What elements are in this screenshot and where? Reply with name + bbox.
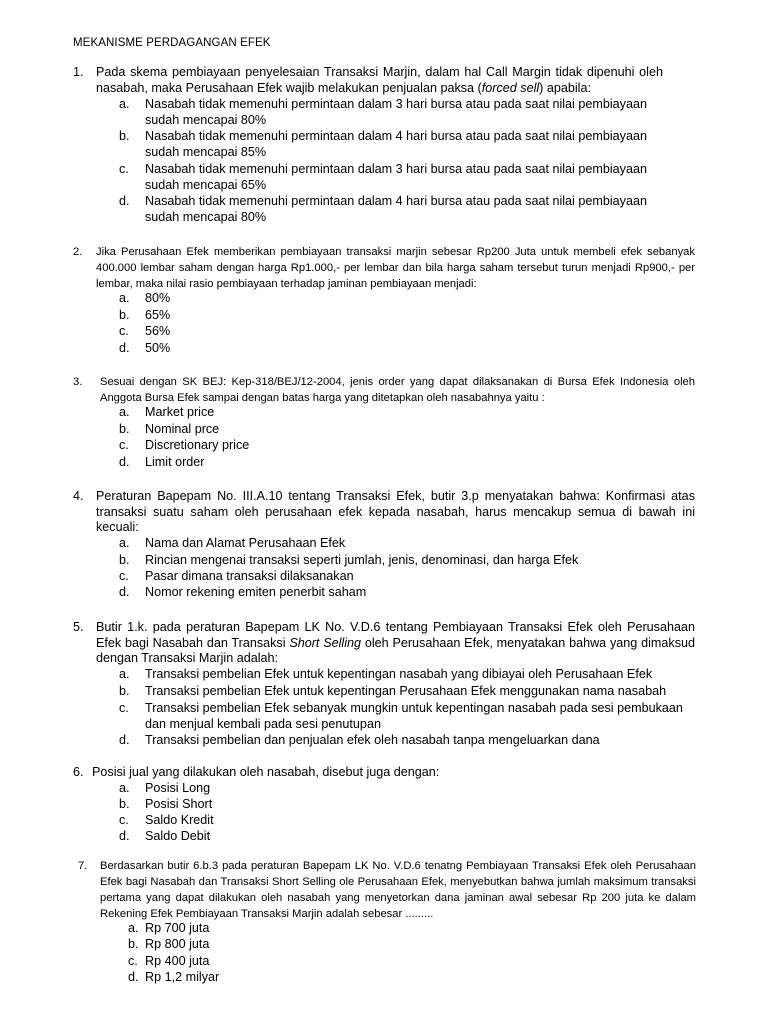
option-text: Discretionary price — [145, 438, 250, 452]
option-label: c. — [119, 701, 129, 715]
option-label: d. — [128, 970, 139, 984]
option-text: Transaksi pembelian Efek untuk kepentingan Perusahaan Efek menggunakan nama nasabah — [145, 684, 667, 698]
option-text: Nomor rekening emiten penerbit saham — [145, 585, 367, 599]
option-text: Nasabah tidak memenuhi permintaan dalam 3 hari bursa atau pada saat nilai pembiayaan sudah mencapai 65% — [145, 162, 647, 192]
question-text: Posisi jual yang dilakukan oleh nasabah, disebut juga dengan: — [92, 765, 440, 779]
option-label: b. — [119, 553, 130, 567]
option-label: c. — [119, 438, 129, 452]
question-number: 4. — [73, 489, 84, 503]
question-text: Sesuai dengan SK BEJ: Kep-318/BEJ/12-2004, jenis order yang dapat dilaksanakan di Bursa Efek Indonesia oleh Anggota Bursa Efek sampai dengan batas harga yang ditetapkan oleh nasabahnya yaitu : — [100, 376, 695, 404]
option-label: a. — [119, 536, 130, 550]
question-text: Pada skema pembiayaan penyelesaian Transaksi Marjin, dalam hal Call Margin tidak dipenuhi oleh nasabah, maka Perusahaan Efek wajib melakukan penjualan paksa (forced sell) apabila: — [96, 65, 663, 95]
option-text: Transaksi pembelian Efek sebanyak mungkin untuk kepentingan nasabah pada sesi pembukaan dan menjual kembali pada sesi penutupan — [145, 701, 683, 731]
option-label: b. — [119, 129, 130, 143]
question-text: Jika Perusahaan Efek memberikan pembiayaan transaksi marjin sebesar Rp200 Juta untuk membeli efek sebanyak 400.000 lembar saham dengan harga Rp1.000,- per lembar dan bila harga saham tersebut turun menjadi Rp900,- per lembar, maka nilai rasio pembiayaan terhadap jaminan pembiayaan menjadi: — [96, 246, 695, 290]
option-text: 56% — [145, 324, 171, 338]
option-label: c. — [119, 162, 129, 176]
option-text: Nominal prce — [145, 422, 220, 436]
option-text: Rp 400 juta — [145, 954, 210, 968]
option-text: Nasabah tidak memenuhi permintaan dalam 4 hari bursa atau pada saat nilai pembiayaan sudah mencapai 85% — [145, 129, 647, 159]
option-label: c. — [119, 813, 129, 827]
option-label: a. — [119, 291, 130, 305]
question-text: Butir 1.k. pada peraturan Bapepam LK No. V.D.6 tentang Pembiayaan Transaksi Efek oleh Perusahaan Efek bagi Nasabah dan Transaksi Short Selling oleh Perusahaan Efek, menyatakan bahwa yang dimaksud dengan Transaksi Marjin adalah: — [96, 620, 695, 665]
option-text: Posisi Short — [145, 797, 213, 811]
option-label: b. — [119, 797, 130, 811]
question-text: Peraturan Bapepam No. III.A.10 tentang Transaksi Efek, butir 3.p menyatakan bahwa: Konfirmasi atas transaksi suatu saham oleh perusahaan efek kepada nasabah, harus mencakup semua di bawah ini kecuali: — [96, 489, 695, 534]
question-number: 6. — [73, 765, 84, 779]
option-text: Rp 800 juta — [145, 937, 210, 951]
option-text: Posisi Long — [145, 781, 211, 795]
option-text: Saldo Kredit — [145, 813, 214, 827]
option-label: c. — [119, 324, 129, 338]
question-number: 3. — [73, 376, 83, 388]
option-label: a. — [119, 667, 130, 681]
question-number: 5. — [73, 620, 84, 634]
option-label: c. — [119, 569, 129, 583]
option-label: a. — [119, 405, 130, 419]
question-number: 2. — [73, 246, 83, 258]
option-label: d. — [119, 829, 130, 843]
option-label: d. — [119, 733, 130, 747]
option-text: Rincian mengenai transaksi seperti jumlah, jenis, denominasi, dan harga Efek — [145, 553, 579, 567]
question-number: 1. — [73, 65, 84, 79]
option-text: Transaksi pembelian Efek untuk kepentingan nasabah yang dibiayai oleh Perusahaan Efek — [145, 667, 653, 681]
option-text: Transaksi pembelian dan penjualan efek oleh nasabah tanpa mengeluarkan dana — [145, 733, 600, 747]
option-text: 50% — [145, 341, 171, 355]
option-label: b. — [119, 422, 130, 436]
option-label: a. — [119, 97, 130, 111]
option-label: c. — [128, 954, 138, 968]
option-text: 80% — [145, 291, 171, 305]
option-label: d. — [119, 341, 130, 355]
option-text: Nasabah tidak memenuhi permintaan dalam 3 hari bursa atau pada saat nilai pembiayaan sudah mencapai 80% — [145, 97, 647, 127]
option-text: 65% — [145, 308, 171, 322]
option-text: Nasabah tidak memenuhi permintaan dalam 4 hari bursa atau pada saat nilai pembiayaan sudah mencapai 80% — [145, 194, 647, 224]
option-text: Market price — [145, 405, 215, 419]
option-text: Nama dan Alamat Perusahaan Efek — [145, 536, 346, 550]
option-text: Rp 700 juta — [145, 921, 210, 935]
option-label: b. — [119, 308, 130, 322]
question-number: 7. — [78, 860, 88, 872]
option-label: a. — [119, 781, 130, 795]
option-text: Rp 1,2 milyar — [145, 970, 220, 984]
option-label: d. — [119, 194, 130, 208]
question-text: Berdasarkan butir 6.b.3 pada peraturan Bapepam LK No. V.D.6 tenatng Pembiayaan Transaksi Efek oleh Perusahaan Efek bagi Nasabah dan Transaksi Short Selling ole Perusahaan Efek, menyebutkan bahwa jumlah maksimum transaksi pertama yang dapat dilakukan oleh nasabah yang menyetorkan dana jaminan awal sebesar Rp 200 juta ke dalam Rekening Efek Pembiayaan Transaksi Marjin adalah sebesar ......... — [100, 860, 696, 920]
option-label: b. — [128, 937, 139, 951]
option-label: b. — [119, 684, 130, 698]
option-text: Pasar dimana transaksi dilaksanakan — [145, 569, 354, 583]
document-title: MEKANISME PERDAGANGAN EFEK — [73, 37, 271, 49]
option-label: d. — [119, 455, 130, 469]
option-label: a. — [128, 921, 139, 935]
option-text: Limit order — [145, 455, 205, 469]
option-label: d. — [119, 585, 130, 599]
option-text: Saldo Debit — [145, 829, 211, 843]
